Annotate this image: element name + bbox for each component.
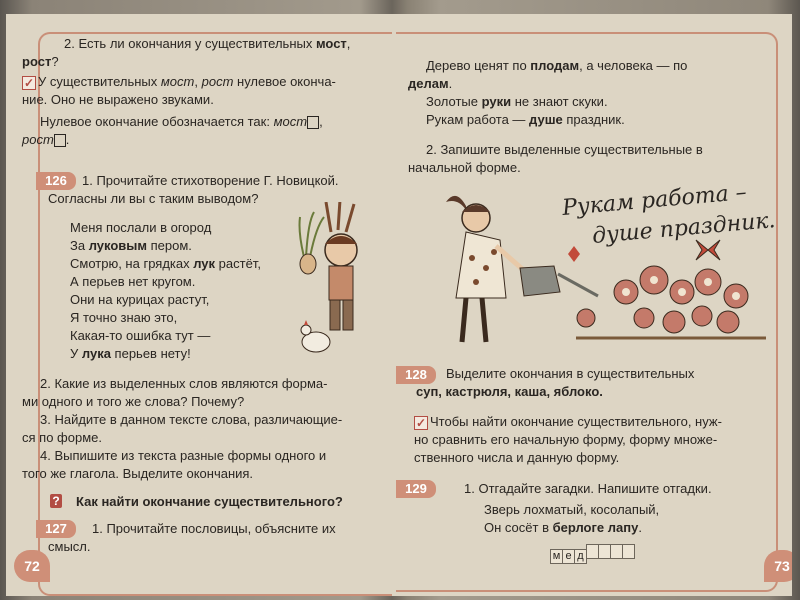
ex126-q1-line-1: 1. Прочитайте стихотворение Г. Новицкой. (82, 173, 339, 188)
rule-1-line-1: У существительных мост, рост нулевое оконча- (38, 74, 336, 89)
ex128-line-1: Выделите окончания в существительных (446, 366, 695, 381)
ex126-q2-line-2: ми одного и того же слова? Почему? (22, 394, 245, 409)
task-2-line-2: начальной форме. (408, 160, 521, 175)
poem-line: Я точно знаю это, (70, 310, 178, 325)
rule-2-line-3: ственного числа и данную форму. (414, 450, 620, 465)
answer-cell[interactable]: е (562, 549, 575, 564)
ex126-q2-line-1: 2. Какие из выделенных слов являются форма- (40, 376, 328, 391)
ex129-line-1: 1. Отгадайте загадки. Напишите отгадки. (464, 481, 712, 496)
exercise-128-number: 128 (396, 366, 436, 384)
checkbox-icon: ✓ (415, 416, 427, 430)
q2-line: 2. Есть ли окончания у существительных мост, (64, 36, 351, 51)
checkbox-icon: ✓ (23, 76, 35, 90)
ex126-q1-line-2: Согласны ли вы с таким выводом? (48, 191, 259, 206)
answer-cells[interactable] (550, 544, 634, 564)
answer-cell[interactable] (622, 544, 635, 559)
q2-line-2: рост? (22, 54, 59, 69)
handwritten-proverb-line-2: душе праздник. (591, 208, 777, 249)
boy-with-onion-illustration (296, 202, 386, 372)
riddle-line-1: Зверь лохматый, косолапый, (484, 502, 660, 517)
poem-line: Смотрю, на грядках лук растёт, (70, 256, 261, 271)
proverb-2: Золотые руки не знают скуки. (426, 94, 608, 109)
rule-1-line-2: ние. Оно не выражено звуками. (22, 92, 214, 107)
zero-ending-box (54, 134, 66, 147)
page-number-right: 73 (764, 550, 792, 582)
exercise-127-number: 127 (36, 520, 76, 538)
ex126-q4-line-2: того же глагола. Выделите окончания. (22, 466, 254, 481)
poem-line: За луковым пером. (70, 238, 192, 253)
poem-line: А перьев нет кругом. (70, 274, 196, 289)
answer-cell[interactable]: д (574, 549, 587, 564)
poem-line: Они на курицах растут, (70, 292, 210, 307)
zero-ending-line: Нулевое окончание обозначается так: мост , (40, 114, 323, 129)
right-page (392, 14, 792, 596)
riddle-line-2: Он сосёт в берлоге лапу. (484, 520, 642, 535)
answer-cell[interactable]: м (550, 549, 563, 564)
rule-2-line-2: но сравнить его начальную форму, форму множе- (414, 432, 718, 447)
ex126-q3-line-2: ся по форме. (22, 430, 102, 445)
proverb-1-line-2: делам. (408, 76, 453, 91)
exercise-126-number: 126 (36, 172, 76, 190)
page-number-left: 72 (14, 550, 50, 582)
ex127-line-1: 1. Прочитайте пословицы, объясните их (92, 521, 336, 536)
ex126-q4-line-1: 4. Выпишите из текста разные формы одного и (40, 448, 327, 463)
handwritten-proverb-line-1: Рукам работа – (561, 179, 748, 222)
ex127-line-2: смысл. (48, 539, 91, 554)
poem-line: У лука перьев нету! (70, 346, 191, 361)
poem-line: Какая-то ошибка тут — (70, 328, 211, 343)
exercise-129-number: 129 (396, 480, 436, 498)
question-icon: ? (50, 494, 62, 508)
ex126-q3-line-1: 3. Найдите в данном тексте слова, различающие- (40, 412, 343, 427)
rule-2-line-1: Чтобы найти окончание существительного, нуж- (430, 414, 722, 429)
proverb-1-line-1: Дерево ценят по плодам, а человека — по (426, 58, 688, 73)
left-page (6, 14, 397, 596)
zero-ending-box (307, 116, 319, 129)
task-2-line-1: 2. Запишите выделенные существительные в (426, 142, 703, 157)
zero-ending-line-2: рост . (22, 132, 70, 147)
ex128-words: суп, кастрюля, каша, яблоко. (416, 384, 603, 399)
proverb-3: Рукам работа — душе праздник. (426, 112, 625, 127)
question-heading: Как найти окончание существительного? (76, 494, 343, 509)
poem-line: Меня послали в огород (70, 220, 212, 235)
girl-watering-flowers-illustration (436, 188, 772, 358)
